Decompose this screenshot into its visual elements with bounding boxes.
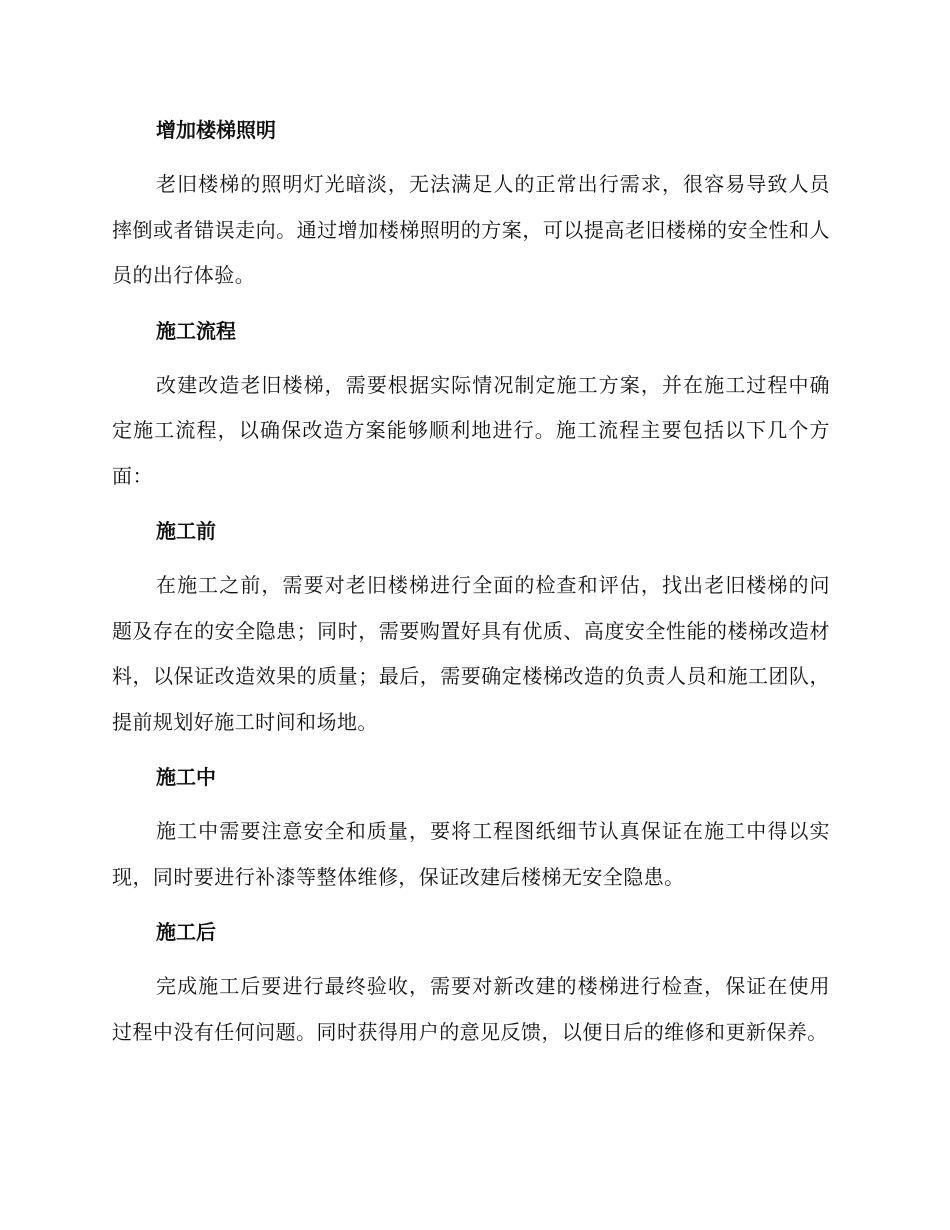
section-before-construction (112, 509, 830, 745)
section-heading: 施工前 (156, 519, 216, 543)
document-page (112, 108, 830, 1055)
section-paragraph: 改建改造老旧楼梯，需要根据实际情况制定施工方案，并在施工过程中确定施工流程，以确保改造方案能够顺利地进行。施工流程主要包括以下几个方面： (112, 372, 830, 488)
section-heading: 增加楼梯照明 (156, 118, 276, 142)
section-heading: 施工流程 (156, 318, 236, 343)
section-heading: 施工中 (156, 765, 216, 789)
section-during-construction (112, 755, 830, 900)
section-construction-process (112, 309, 830, 500)
section-heading: 施工后 (156, 920, 216, 944)
section-paragraph: 完成施工后要进行最终验收，需要对新改建的楼梯进行检查，保证在使用过程中没有任何问题。同时获得用户的意见反馈，以便日后的维修和更新保养。 (112, 974, 830, 1044)
section-paragraph: 老旧楼梯的照明灯光暗淡，无法满足人的正常出行需求，很容易导致人员摔倒或者错误走向。通过增加楼梯照明的方案，可以提高老旧楼梯的安全性和人员的出行体验。 (112, 172, 830, 287)
section-stair-lighting (112, 108, 830, 299)
section-after-construction (112, 910, 830, 1055)
section-paragraph: 施工中需要注意安全和质量，要将工程图纸细节认真保证在施工中得以实现，同时要进行补漆等整体维修，保证改建后楼梯无安全隐患。 (112, 819, 830, 889)
section-paragraph: 在施工之前，需要对老旧楼梯进行全面的检查和评估，找出老旧楼梯的问题及存在的安全隐患；同时，需要购置好具有优质、高度安全性能的楼梯改造材料，以保证改造效果的质量；最后，需要确定楼梯改造的负责人员和施工团队，提前规划好施工时间和场地。 (112, 573, 830, 734)
